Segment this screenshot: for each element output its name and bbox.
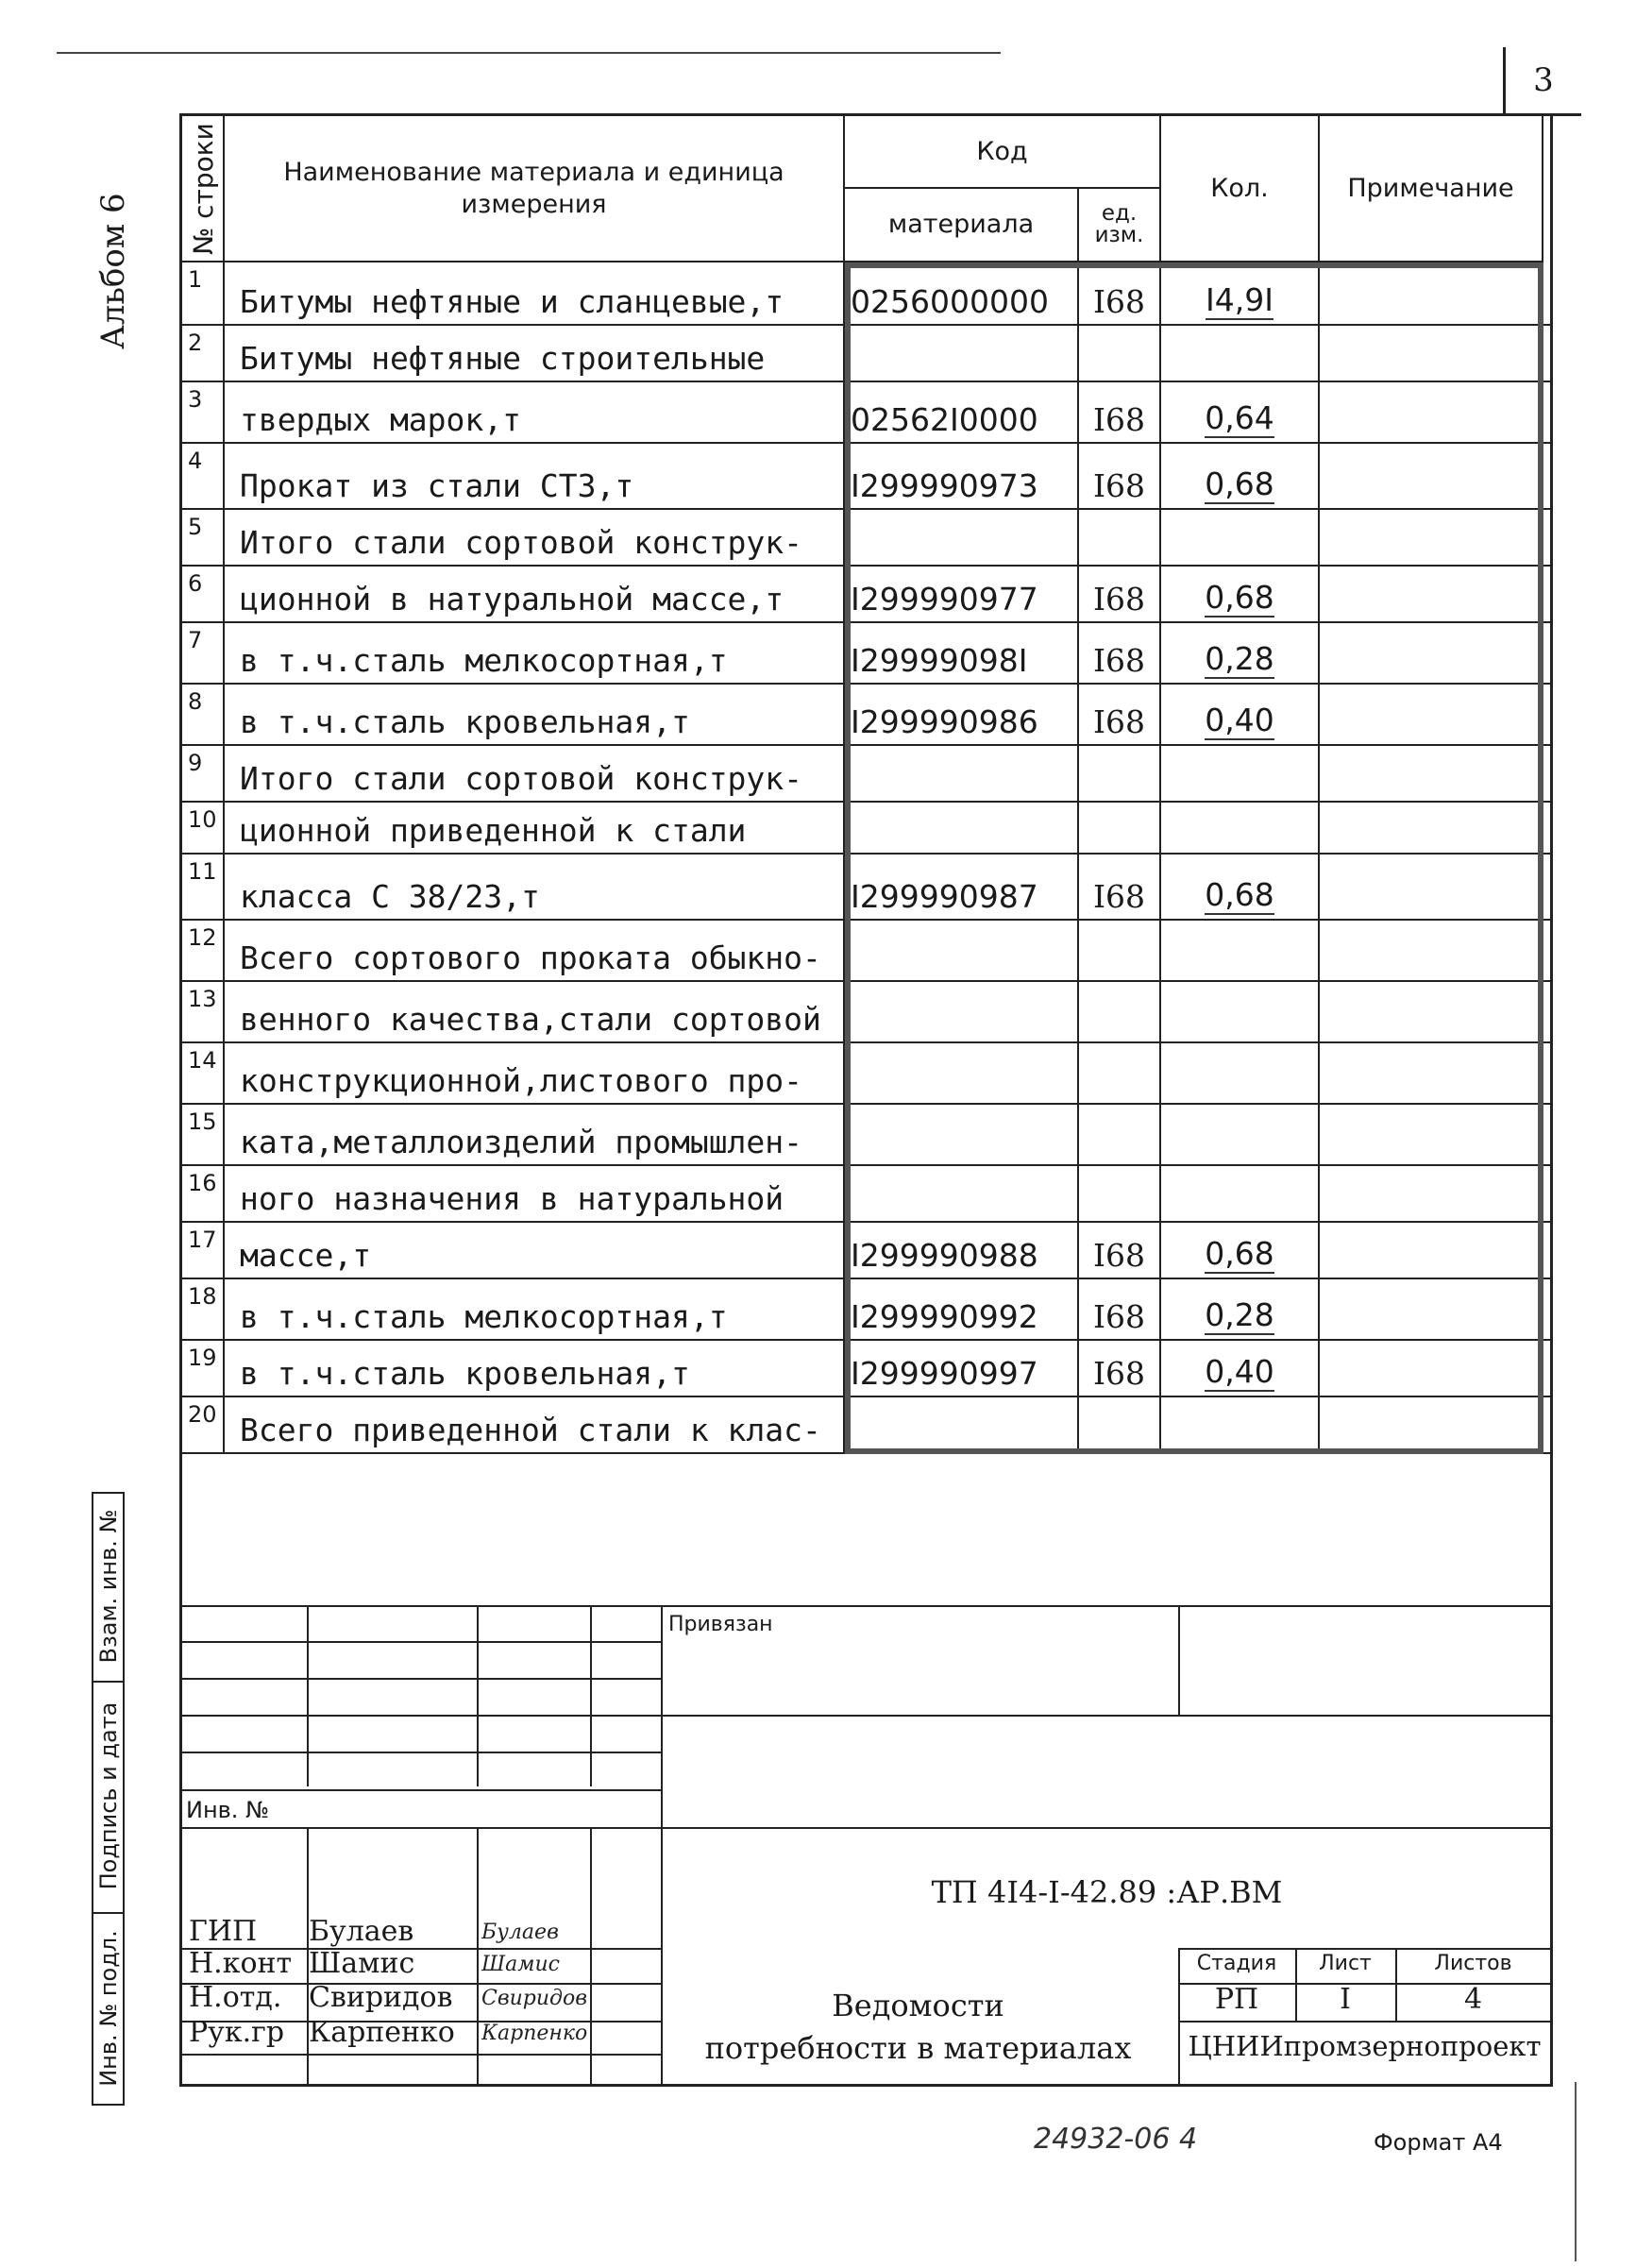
margin-mark <box>1575 2082 1577 2261</box>
cell-row-number <box>182 855 225 919</box>
name-text: ного назначения в натуральной <box>240 1180 784 1217</box>
qty-text: 0,68 <box>1205 1235 1274 1272</box>
stamp-vline <box>1178 1605 1180 1715</box>
data-columns-border <box>845 262 1543 1454</box>
n-text: 20 <box>188 1401 217 1428</box>
n-text: 1 <box>188 266 203 293</box>
n-text: 7 <box>188 627 203 653</box>
cell-row-number <box>182 382 225 442</box>
n-text: 16 <box>188 1170 217 1196</box>
stamp-line <box>179 1605 1553 1607</box>
cell-row-number <box>182 1397 225 1452</box>
signatory-role: Н.конт <box>189 1947 293 1980</box>
name-text: Всего приведенной стали к клас- <box>240 1412 821 1448</box>
cell-name <box>225 1279 845 1339</box>
code-text: 0256000000 <box>851 283 1049 320</box>
top-rule <box>57 52 1001 54</box>
sheets-label: Листов <box>1434 1952 1512 1975</box>
qty-text: 0,28 <box>1205 640 1274 677</box>
cell-name <box>225 1397 845 1452</box>
cell-name <box>225 510 845 565</box>
stamp-vline <box>590 1605 592 1786</box>
stamp-line <box>179 1789 661 1791</box>
code-text: I299990977 <box>851 581 1038 618</box>
cell-name <box>225 685 845 744</box>
cell-row-number <box>182 1166 225 1221</box>
code-text: 02562I0000 <box>851 401 1038 438</box>
unit-text: I68 <box>1092 703 1146 740</box>
signatory-role: Рук.гр <box>189 2016 285 2049</box>
name-text: конструкционной,листового про- <box>240 1062 803 1099</box>
qty-text: 0,68 <box>1205 465 1274 502</box>
cell-name <box>225 1341 845 1396</box>
header-code: Код <box>845 116 1161 189</box>
name-text: Итого стали сортовой конструк- <box>240 524 803 561</box>
signatory-role: Н.отд. <box>189 1981 282 2014</box>
cell-name <box>225 444 845 508</box>
n-text: 5 <box>188 514 203 540</box>
format-label: Формат А4 <box>1374 2129 1503 2156</box>
n-text: 13 <box>188 986 217 1012</box>
n-text: 14 <box>188 1047 217 1074</box>
cell-row-number <box>182 685 225 744</box>
unit-text: I68 <box>1092 1237 1146 1274</box>
n-text: 2 <box>188 330 203 356</box>
signatory-role: ГИП <box>189 1915 258 1948</box>
archive-number: 24932-06 4 <box>1034 2123 1198 2156</box>
stamp-line <box>1178 2021 1551 2023</box>
qty-text: 0,64 <box>1205 399 1274 436</box>
name-text: Всего сортового проката обыкно- <box>240 939 821 976</box>
cell-name <box>225 382 845 442</box>
cell-name <box>225 982 845 1041</box>
name-text: Битумы нефтяные строительные <box>240 340 766 377</box>
signatory-name: Карпенко <box>309 2016 455 2049</box>
side-label-podpis: Подпись и дата <box>95 1701 122 1890</box>
n-text: 8 <box>188 688 203 715</box>
code-text: I299990987 <box>851 878 1038 915</box>
cell-row-number <box>182 982 225 1041</box>
stamp-line <box>1178 1948 1551 1950</box>
name-text: массе,т <box>240 1237 372 1274</box>
header-note: Примечание <box>1320 116 1543 262</box>
unit-text: I68 <box>1092 1355 1146 1392</box>
cell-row-number <box>182 326 225 381</box>
header-code-unit: ед. изм. <box>1079 189 1161 262</box>
cell-name <box>225 1223 845 1278</box>
code-text: I29999098I <box>851 642 1028 679</box>
qty-text: 0,68 <box>1205 579 1274 616</box>
code-text: I299990997 <box>851 1355 1038 1392</box>
cell-row-number <box>182 1279 225 1339</box>
sheets-value: 4 <box>1463 1983 1483 2016</box>
cell-row-number <box>182 1043 225 1103</box>
cell-row-number <box>182 262 225 324</box>
cell-name <box>225 855 845 919</box>
stamp-line <box>179 1641 661 1643</box>
n-text: 10 <box>188 806 217 833</box>
code-text: I299990988 <box>851 1237 1038 1274</box>
n-text: 3 <box>188 386 203 413</box>
qty-text: 0,40 <box>1205 702 1274 738</box>
stamp-vline <box>590 1827 592 2087</box>
header-code-material: материала <box>845 189 1079 262</box>
sheet-value: I <box>1340 1983 1351 2016</box>
cell-name <box>225 567 845 621</box>
header-row-number: № строки <box>187 123 219 255</box>
signatory-name: Булаев <box>309 1915 414 1948</box>
stamp-line <box>179 1678 661 1680</box>
qty-text: 0,68 <box>1205 876 1274 913</box>
n-text: 15 <box>188 1109 217 1135</box>
n-text: 18 <box>188 1283 217 1310</box>
unit-text: I68 <box>1092 467 1146 504</box>
stamp-vline <box>477 1605 479 1786</box>
qty-text: 0,40 <box>1205 1353 1274 1390</box>
name-text: ката,металлоизделий промышлен- <box>240 1124 803 1160</box>
cell-row-number <box>182 1223 225 1278</box>
cell-row-number <box>182 803 225 853</box>
stamp-line <box>179 1715 1553 1717</box>
signatory-signature: Булаев <box>481 1921 559 1944</box>
cell-row-number <box>182 746 225 801</box>
name-text: твердых марок,т <box>240 401 522 438</box>
cell-row-number <box>182 567 225 621</box>
cell-row-number <box>182 1105 225 1164</box>
name-text: Прокат из стали СТ3,т <box>240 467 634 504</box>
album-label: Альбом 6 <box>94 193 132 349</box>
n-text: 6 <box>188 570 203 597</box>
n-text: 11 <box>188 858 217 885</box>
cell-row-number <box>182 510 225 565</box>
qty-text: I4,9I <box>1206 281 1273 318</box>
signatory-signature: Карпенко <box>481 2022 587 2045</box>
sheet-number: 3 <box>1503 47 1581 116</box>
title-line-2: потребности в материалах <box>704 2030 1132 2066</box>
unit-text: I68 <box>1092 642 1146 679</box>
n-text: 17 <box>188 1227 217 1253</box>
signatory-signature: Свиридов <box>481 1987 587 2010</box>
code-text: I299990986 <box>851 703 1038 740</box>
cell-name <box>225 623 845 683</box>
n-text: 19 <box>188 1345 217 1371</box>
cell-name <box>225 262 845 324</box>
sheet-label: Лист <box>1319 1952 1372 1975</box>
cell-row-number <box>182 921 225 980</box>
signatory-signature: Шамис <box>481 1953 560 1976</box>
cell-name <box>225 326 845 381</box>
cell-row-number <box>182 1341 225 1396</box>
unit-text: I68 <box>1092 401 1146 438</box>
name-text: класса С 38/23,т <box>240 878 540 915</box>
stage-label: Стадия <box>1196 1952 1277 1975</box>
stage-value: РП <box>1214 1983 1259 2016</box>
privyazan-label: Привязан <box>668 1613 773 1636</box>
document-code: ТП 4I4-I-42.89 :АР.ВМ <box>931 1874 1283 1910</box>
stamp-line <box>179 1827 1553 1829</box>
name-text: венного качества,стали сортовой <box>240 1001 821 1038</box>
header-quantity: Кол. <box>1161 116 1320 262</box>
cell-row-number <box>182 623 225 683</box>
title-line-1: Ведомости <box>832 1988 1004 2023</box>
name-text: в т.ч.сталь кровельная,т <box>240 703 690 740</box>
side-label-inv-podl: Инв. № подл. <box>95 1930 122 2087</box>
code-text: I299990973 <box>851 467 1038 504</box>
cell-name <box>225 746 845 801</box>
name-text: ционной приведенной к стали <box>240 812 747 849</box>
name-text: в т.ч.сталь кровельная,т <box>240 1355 690 1392</box>
stamp-vline <box>307 1605 309 1786</box>
cell-name <box>225 1043 845 1103</box>
unit-text: I68 <box>1092 581 1146 618</box>
cell-name <box>225 921 845 980</box>
code-text: I299990992 <box>851 1298 1038 1335</box>
signatory-name: Свиридов <box>309 1981 453 2014</box>
name-text: в т.ч.сталь мелкосортная,т <box>240 642 728 679</box>
inv-no-label: Инв. № <box>186 1797 270 1823</box>
name-text: в т.ч.сталь мелкосортная,т <box>240 1298 728 1335</box>
signatory-name: Шамис <box>309 1947 415 1980</box>
organization: ЦНИИпромзернопроект <box>1188 2030 1542 2062</box>
unit-text: I68 <box>1092 283 1146 320</box>
n-text: 9 <box>188 750 203 776</box>
qty-text: 0,28 <box>1205 1296 1274 1333</box>
cell-row-number <box>182 444 225 508</box>
n-text: 12 <box>188 924 217 951</box>
stamp-vline <box>477 1827 479 2087</box>
side-label-vzam: Взам. инв. № <box>95 1509 122 1664</box>
cell-name <box>225 1166 845 1221</box>
unit-text: I68 <box>1092 1298 1146 1335</box>
cell-name <box>225 1105 845 1164</box>
unit-text: I68 <box>1092 878 1146 915</box>
cell-name <box>225 803 845 853</box>
name-text: Битумы нефтяные и сланцевые,т <box>240 283 784 320</box>
name-text: Итого стали сортовой конструк- <box>240 760 803 797</box>
n-text: 4 <box>188 448 203 474</box>
stamp-line <box>179 1752 661 1753</box>
header-name: Наименование материала и единица измерения <box>225 116 845 262</box>
stamp-line <box>179 2054 661 2056</box>
name-text: ционной в натуральной массе,т <box>240 581 784 618</box>
